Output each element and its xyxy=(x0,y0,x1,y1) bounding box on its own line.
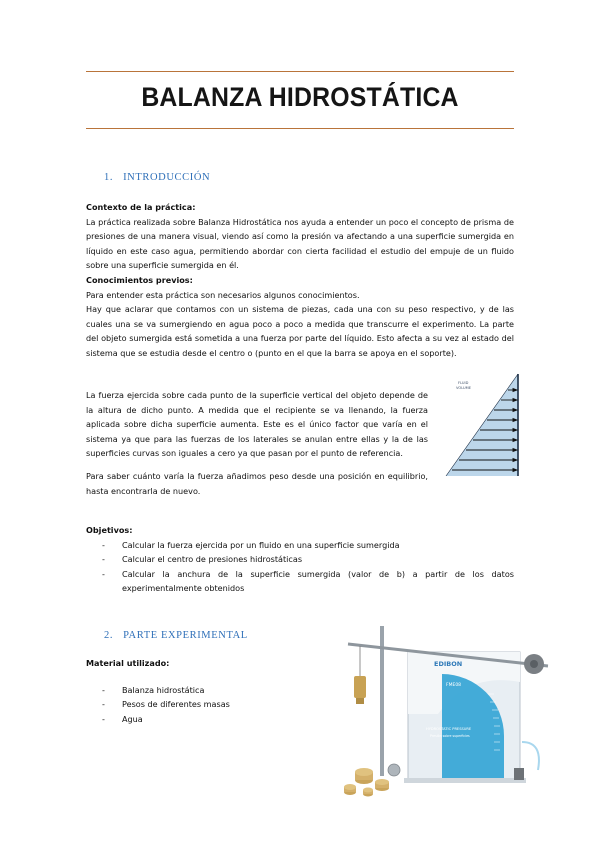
model-label: FME08 xyxy=(446,683,462,688)
force-paragraph-block xyxy=(86,388,428,498)
section-heading-parte-experimental xyxy=(104,630,248,641)
context-label: Contexto de la práctica: xyxy=(86,202,196,212)
tank-base xyxy=(404,778,526,783)
prev-knowledge-paragraph-2: Hay que aclarar que contamos con un sistema de piezas, cada una con su peso respectivo, y de las cuales una se va sumergiendo en agua poco a poco a medida que transcurre el experimento. La parte del objeto sumergida está sometida a una fuerza por parte del líquido. Esto afecta a su vez al estado del sistema que se estudia desde el centro o (punto en el que la barra se apoya en el soporte). xyxy=(86,304,514,358)
diagram-label-top: FLUID xyxy=(458,381,469,385)
objectives-list xyxy=(86,538,514,596)
section-number: 2. xyxy=(104,630,114,641)
section-number: 1. xyxy=(104,172,114,183)
prev-knowledge-label: Conocimientos previos: xyxy=(86,274,193,285)
prev-knowledge-paragraph-1: Para entender esta práctica son necesarios algunos conocimientos. xyxy=(86,289,360,300)
equilibrium-paragraph: Para saber cuánto varía la fuerza añadimos peso desde una posición en equilibrio, hasta encontrarla de nuevo. xyxy=(86,470,428,496)
list-item: - Calcular la anchura de la superficie sumergida (valor de b) a partir de los datos experimentalmente obtenidos xyxy=(86,567,514,596)
top-rule xyxy=(86,71,514,72)
scale-dial xyxy=(388,764,400,776)
section-title: INTRODUCCIÓN xyxy=(123,172,211,183)
bottom-rule xyxy=(86,128,514,129)
force-paragraph: La fuerza ejercida sobre cada punto de la superficie vertical del objeto depende de la altura de dicho punto. A medida que el recipiente se va llenando, la fuerza aplicada sobre dicha superficie aumenta. Este es el único factor que varía en el sistema ya que para las fuerzas de los laterales se anulan entre ellas y la de las superficies curvas son iguales a cero ya que pasan por el punto de referencia. xyxy=(86,390,428,459)
hydrostatic-balance-photo xyxy=(338,622,550,800)
diagram-label-bottom: VOLUME xyxy=(456,386,472,390)
intro-block xyxy=(86,200,514,361)
list-item: - Calcular la fuerza ejercida por un fluido en una superficie sumergida xyxy=(86,538,514,553)
section-heading-introduccion xyxy=(104,172,210,183)
product-sublabel: Presión sobre superficies xyxy=(430,734,470,738)
objectives-label: Objetivos: xyxy=(86,525,133,535)
list-item: - Pesos de diferentes masas xyxy=(86,697,326,712)
brand-logo: EDIBON xyxy=(434,660,463,668)
context-paragraph: La práctica realizada sobre Balanza Hidrostática nos ayuda a entender un poco el concepto de prisma de presiones de una manera visual, viendo así como la presión va afectando a una superficie sumergida en líquido en este caso agua, permitiendo abordar con cierta facilidad el estudio del empuje de un fluido sobre una superficie sumergida en él. xyxy=(86,216,514,271)
list-item: - Agua xyxy=(86,712,326,727)
materials-label: Material utilizado: xyxy=(86,658,170,668)
level-knob xyxy=(514,768,524,780)
document-title: BALANZA HIDROSTÁTICA xyxy=(141,82,459,112)
objectives-block xyxy=(86,523,514,596)
materials-list xyxy=(86,683,326,727)
product-label: HYDROSTATIC PRESSURE xyxy=(426,727,472,731)
section-title: PARTE EXPERIMENTAL xyxy=(123,630,248,641)
list-item: - Calcular el centro de presiones hidrostáticas xyxy=(86,552,514,567)
pressure-distribution-diagram xyxy=(438,372,520,476)
materials-block xyxy=(86,656,326,726)
list-item: - Balanza hidrostática xyxy=(86,683,326,698)
hanging-weight xyxy=(354,676,366,698)
